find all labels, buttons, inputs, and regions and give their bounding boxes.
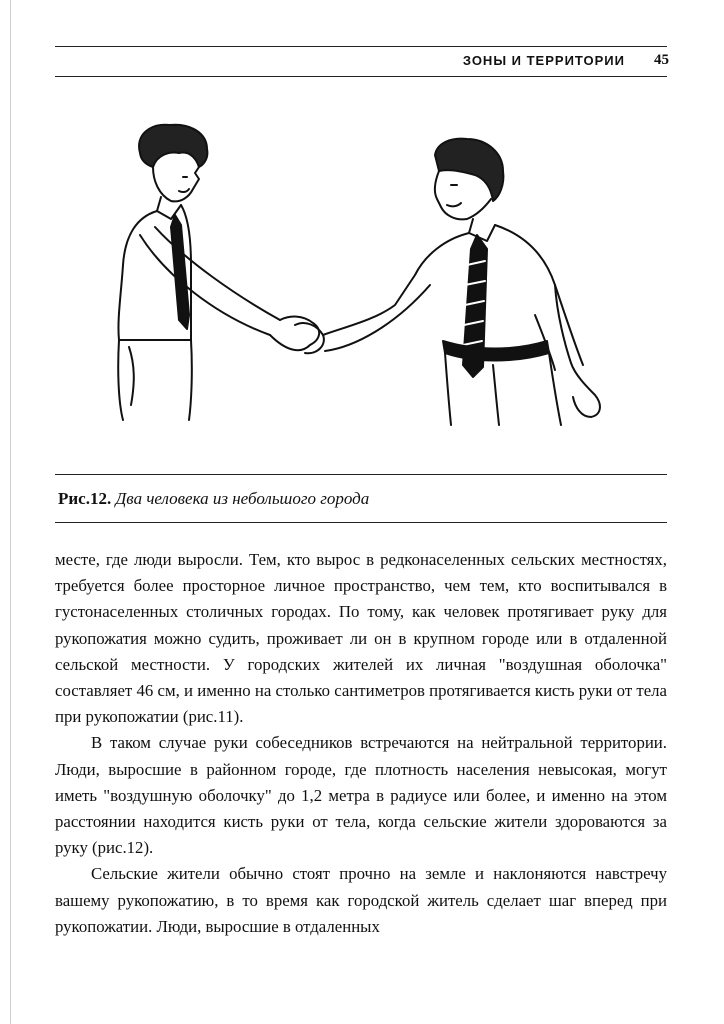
handshake-illustration <box>95 115 635 435</box>
page-number: 45 <box>654 52 669 68</box>
right-man-figure <box>323 139 600 425</box>
paragraph: месте, где люди выросли. Тем, кто вырос в редконаселенных сельских местностях, требуется более просторное личное пространство, чем тем, кто воспитывался в густонаселенных столичных городах. По тому, как человек протягивает руку для рукопожатия можно судить, проживает ли он в крупном городе или в отдаленной сельской местности. У городских жителей их личная "воздушная оболочка" составляет 46 см, и именно на столько сантиметров протягивается кисть руки от тела при рукопожатии (рис.11). <box>55 550 667 727</box>
running-title: ЗОНЫ И ТЕРРИТОРИИ <box>462 53 625 68</box>
header-rule-top <box>55 46 667 47</box>
left-man-figure <box>118 125 280 420</box>
figure-label: Рис.12. <box>58 489 112 508</box>
clasped-hands <box>270 317 324 354</box>
page-edge <box>10 0 11 1024</box>
caption-rule-bottom <box>55 522 667 523</box>
figure-caption-text: Два человека из небольшого города <box>115 489 370 508</box>
paragraph: В таком случае руки собеседников встречаются на нейтральной территории. Люди, выросшие в районном городе, где плотность населения невысокая, могут иметь "воздушную оболочку" до 1,2 метра в радиусе или более, и именно на этом расстоянии находится кисть руки от тела, когда сельские жители здороваются за руку (рис.12). <box>55 733 667 858</box>
header-rule-bottom <box>55 76 667 77</box>
figure-caption <box>58 489 668 509</box>
paragraph: Сельские жители обычно стоят прочно на земле и наклоняются навстречу вашему рукопожатию, в то время как городской житель сделает шаг вперед при рукопожатии. Люди, выросшие в отдаленных <box>55 864 667 936</box>
body-text <box>55 547 667 940</box>
caption-rule-top <box>55 474 667 475</box>
